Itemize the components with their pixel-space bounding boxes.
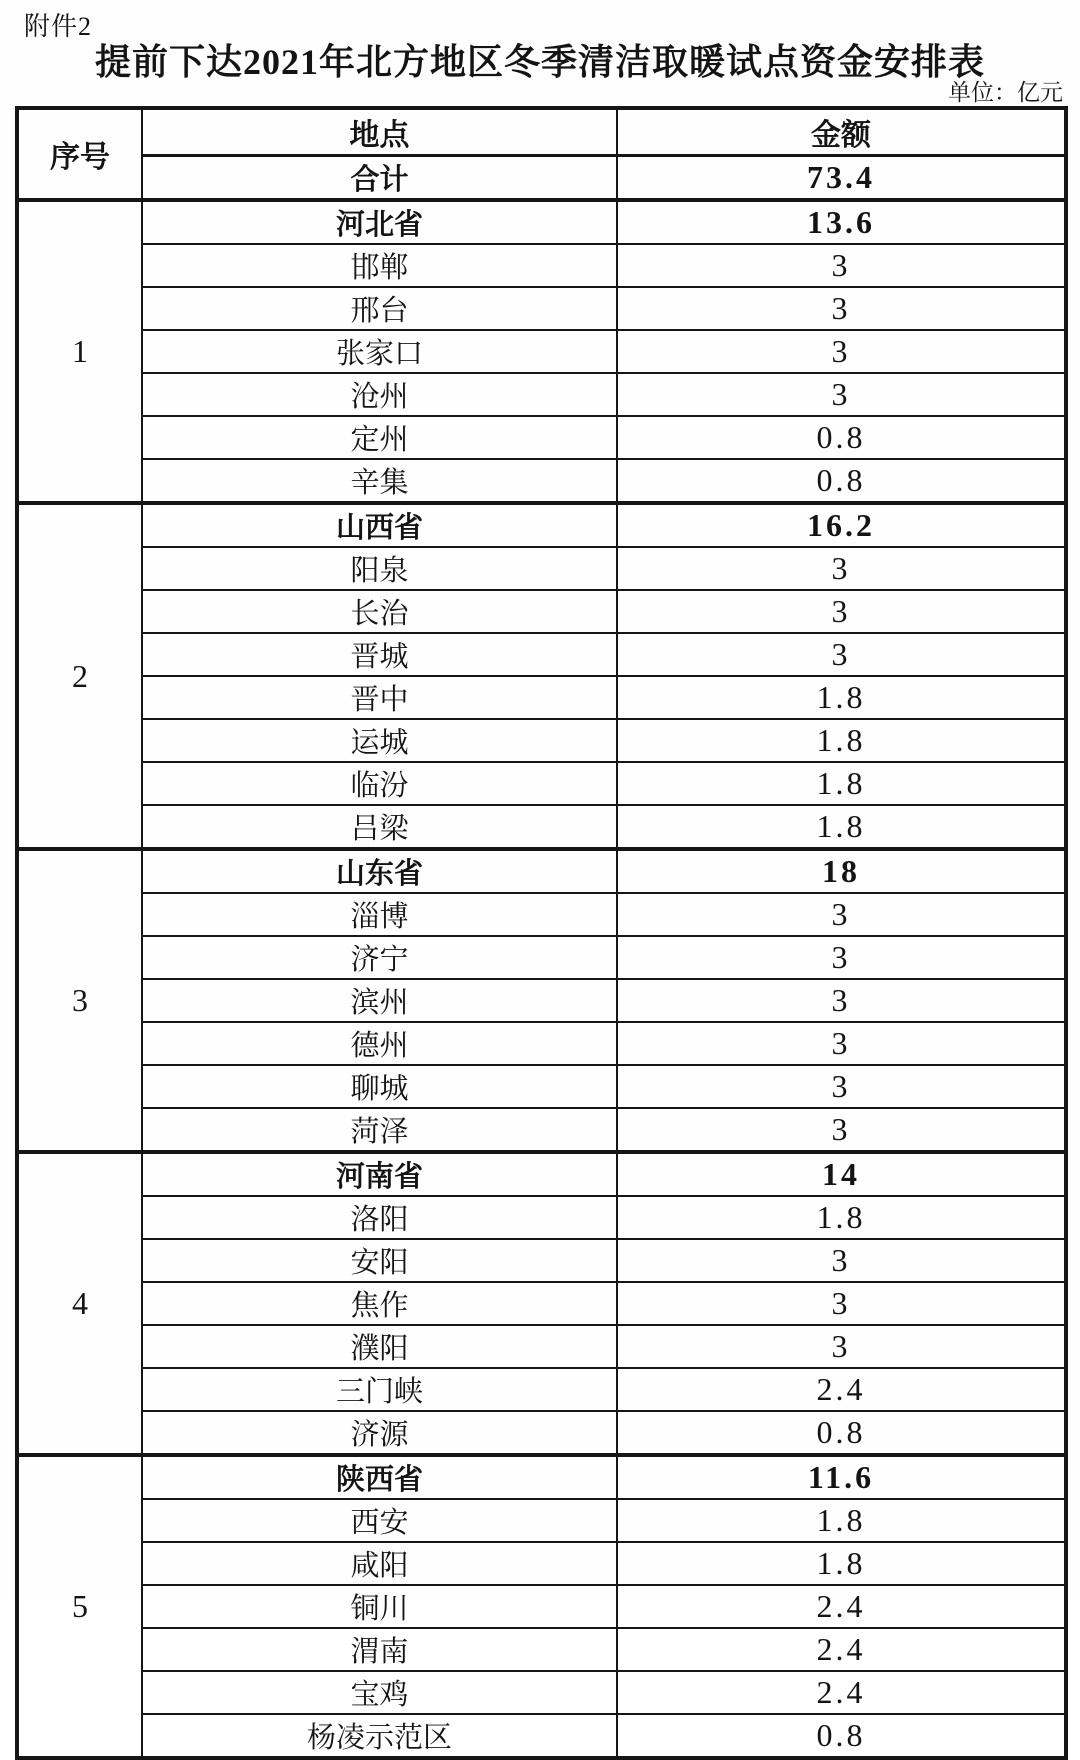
province-name: 山东省 <box>142 849 617 893</box>
city-amount: 3 <box>617 1108 1066 1152</box>
city-name: 吕梁 <box>142 805 617 849</box>
city-amount: 2.4 <box>617 1368 1066 1411</box>
city-name: 杨凌示范区 <box>142 1714 617 1758</box>
city-name: 淄博 <box>142 893 617 936</box>
city-row <box>17 719 1066 762</box>
province-row <box>17 1152 1066 1196</box>
city-row <box>17 416 1066 459</box>
province-amount: 18 <box>617 849 1066 893</box>
fund-table <box>15 106 1068 1760</box>
city-row <box>17 1022 1066 1065</box>
page-title: 提前下达2021年北方地区冬季清洁取暖试点资金安排表 <box>94 42 985 82</box>
group-index: 2 <box>17 503 142 849</box>
city-amount: 1.8 <box>617 805 1066 849</box>
city-amount: 3 <box>617 373 1066 416</box>
province-row <box>17 1455 1066 1499</box>
city-amount: 1.8 <box>617 1542 1066 1585</box>
unit-note: 单位：亿元 <box>948 80 1063 105</box>
group-index: 5 <box>17 1455 142 1758</box>
city-name: 菏泽 <box>142 1108 617 1152</box>
city-amount: 1.8 <box>617 1196 1066 1239</box>
city-row <box>17 676 1066 719</box>
city-amount: 3 <box>617 1065 1066 1108</box>
city-name: 安阳 <box>142 1239 617 1282</box>
city-amount: 3 <box>617 1282 1066 1325</box>
city-row <box>17 633 1066 676</box>
city-name: 德州 <box>142 1022 617 1065</box>
province-name: 河南省 <box>142 1152 617 1196</box>
city-name: 西安 <box>142 1499 617 1542</box>
city-amount: 1.8 <box>617 719 1066 762</box>
city-amount: 2.4 <box>617 1671 1066 1714</box>
city-amount: 2.4 <box>617 1585 1066 1628</box>
city-name: 三门峡 <box>142 1368 617 1411</box>
column-header-amount: 金额 <box>617 108 1066 156</box>
city-row <box>17 1065 1066 1108</box>
city-row <box>17 1542 1066 1585</box>
column-header-location: 地点 <box>142 108 617 156</box>
province-row <box>17 503 1066 547</box>
city-row <box>17 1368 1066 1411</box>
city-row <box>17 979 1066 1022</box>
city-amount: 2.4 <box>617 1628 1066 1671</box>
province-row <box>17 849 1066 893</box>
fund-table-body <box>17 108 1066 1758</box>
province-amount: 11.6 <box>617 1455 1066 1499</box>
city-amount: 3 <box>617 590 1066 633</box>
city-row <box>17 893 1066 936</box>
province-row <box>17 200 1066 244</box>
city-row <box>17 287 1066 330</box>
city-row <box>17 936 1066 979</box>
city-row <box>17 1282 1066 1325</box>
total-amount: 73.4 <box>617 156 1066 201</box>
city-name: 洛阳 <box>142 1196 617 1239</box>
city-name: 张家口 <box>142 330 617 373</box>
city-row <box>17 1196 1066 1239</box>
city-amount: 1.8 <box>617 676 1066 719</box>
total-label: 合计 <box>142 156 617 201</box>
city-row <box>17 1628 1066 1671</box>
city-name: 定州 <box>142 416 617 459</box>
city-row <box>17 1671 1066 1714</box>
city-name: 滨州 <box>142 979 617 1022</box>
city-amount: 0.8 <box>617 1714 1066 1758</box>
city-name: 咸阳 <box>142 1542 617 1585</box>
province-name: 山西省 <box>142 503 617 547</box>
city-name: 辛集 <box>142 459 617 503</box>
city-amount: 3 <box>617 287 1066 330</box>
city-row <box>17 590 1066 633</box>
city-amount: 3 <box>617 547 1066 590</box>
group-index: 3 <box>17 849 142 1152</box>
city-name: 铜川 <box>142 1585 617 1628</box>
city-name: 长治 <box>142 590 617 633</box>
city-amount: 3 <box>617 1325 1066 1368</box>
table-header-row <box>17 108 1066 156</box>
city-amount: 1.8 <box>617 1499 1066 1542</box>
city-row <box>17 1411 1066 1455</box>
city-amount: 3 <box>617 936 1066 979</box>
province-name: 河北省 <box>142 200 617 244</box>
city-name: 焦作 <box>142 1282 617 1325</box>
city-name: 济源 <box>142 1411 617 1455</box>
city-amount: 0.8 <box>617 1411 1066 1455</box>
city-row <box>17 244 1066 287</box>
city-name: 濮阳 <box>142 1325 617 1368</box>
city-name: 晋中 <box>142 676 617 719</box>
city-row <box>17 1585 1066 1628</box>
group-index: 1 <box>17 200 142 503</box>
city-name: 济宁 <box>142 936 617 979</box>
city-row <box>17 805 1066 849</box>
city-name: 邯郸 <box>142 244 617 287</box>
city-amount: 3 <box>617 1022 1066 1065</box>
city-name: 宝鸡 <box>142 1671 617 1714</box>
province-name: 陕西省 <box>142 1455 617 1499</box>
city-row <box>17 459 1066 503</box>
group-index: 4 <box>17 1152 142 1455</box>
city-row <box>17 1325 1066 1368</box>
city-row <box>17 1714 1066 1758</box>
city-name: 沧州 <box>142 373 617 416</box>
city-amount: 3 <box>617 633 1066 676</box>
city-row <box>17 330 1066 373</box>
city-name: 运城 <box>142 719 617 762</box>
city-amount: 3 <box>617 244 1066 287</box>
city-name: 晋城 <box>142 633 617 676</box>
city-amount: 0.8 <box>617 459 1066 503</box>
city-amount: 1.8 <box>617 762 1066 805</box>
city-row <box>17 1239 1066 1282</box>
city-name: 阳泉 <box>142 547 617 590</box>
city-name: 聊城 <box>142 1065 617 1108</box>
province-amount: 14 <box>617 1152 1066 1196</box>
city-name: 渭南 <box>142 1628 617 1671</box>
attachment-label: 附件2 <box>24 12 93 41</box>
total-row <box>17 156 1066 201</box>
city-amount: 3 <box>617 893 1066 936</box>
province-amount: 13.6 <box>617 200 1066 244</box>
column-header-index: 序号 <box>17 108 142 200</box>
city-amount: 3 <box>617 979 1066 1022</box>
province-amount: 16.2 <box>617 503 1066 547</box>
city-amount: 3 <box>617 1239 1066 1282</box>
city-row <box>17 547 1066 590</box>
city-row <box>17 1108 1066 1152</box>
city-row <box>17 762 1066 805</box>
city-name: 临汾 <box>142 762 617 805</box>
city-row <box>17 373 1066 416</box>
city-row <box>17 1499 1066 1542</box>
city-name: 邢台 <box>142 287 617 330</box>
city-amount: 0.8 <box>617 416 1066 459</box>
city-amount: 3 <box>617 330 1066 373</box>
